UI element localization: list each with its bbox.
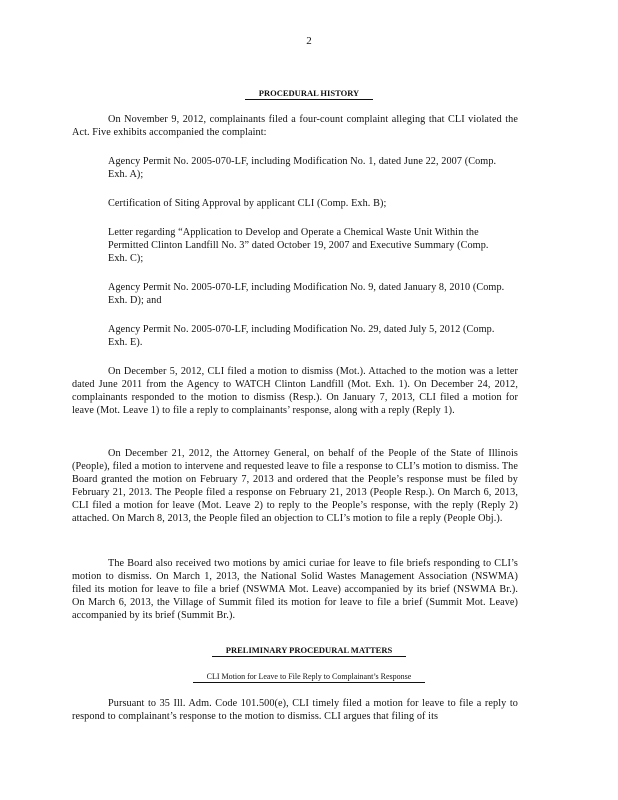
cli-motion-subheading-text: CLI Motion for Leave to File Reply to Complainant’s Response [193,672,426,683]
paragraph-amici-curiae: The Board also received two motions by amici curiae for leave to file briefs responding to CLI’s motion to dismiss. On March 1, 2013, the National Solid Wastes Management Association (NSWMA) filed its motion for leave to file a brief (NSWMA Mot. Leave) accompanied by its brief (NSWMA Br.). On March 6, 2013, the Village of Summit filed its motion for leave to file a brief (Summit Mot. Leave) accompanied by its brief (Summit Br.). [72,558,518,621]
paragraph-pursuant: Pursuant to 35 Ill. Adm. Code 101.500(e), CLI timely filed a motion for leave to file a reply to respond to complainant’s response to the motion to dismiss. CLI argues that filing of its [72,698,518,722]
procedural-history-heading-text: PROCEDURAL HISTORY [245,88,373,100]
preliminary-heading-text: PRELIMINARY PROCEDURAL MATTERS [212,645,406,657]
section-heading-preliminary [0,645,618,655]
subheading-cli-motion [0,672,618,681]
exhibit-b: Certification of Siting Approval by applicant CLI (Comp. Exh. B); [108,198,387,209]
intro-paragraph: On November 9, 2012, complainants filed a four-count complaint alleging that CLI violated the Act. Five exhibits accompanied the complaint: [72,114,518,138]
exhibit-d: Agency Permit No. 2005-070-LF, including Modification No. 9, dated January 8, 2010 (Comp. Exh. D); and [108,282,505,306]
page-number: 2 [306,35,312,47]
paragraph-december-motion: On December 5, 2012, CLI filed a motion to dismiss (Mot.). Attached to the motion was a letter dated June 2011 from the Agency to WATCH Clinton Landfill (Mot. Exh. 1). On December 24, 2012, complainants responded to the motion to dismiss (Resp.). On January 7, 2013, CLI filed a motion for leave (Mot. Leave 1) to file a reply to complainants’ response, along with a reply (Reply 1). [72,366,518,416]
exhibit-a: Agency Permit No. 2005-070-LF, including Modification No. 1, dated June 22, 2007 (Comp. Exh. A); [108,156,497,180]
section-heading-procedural-history [0,88,618,98]
exhibit-e: Agency Permit No. 2005-070-LF, including Modification No. 29, dated July 5, 2012 (Comp. Exh. E). [108,324,495,348]
exhibit-c: Letter regarding “Application to Develop and Operate a Chemical Waste Unit Within the Permitted Clinton Landfill No. 3” dated October 19, 2007 and Executive Summary (Comp. Exh. C); [108,227,489,264]
paragraph-attorney-general: On December 21, 2012, the Attorney General, on behalf of the People of the State of Illinois (People), filed a motion to intervene and requested leave to file a response to CLI’s motion to dismiss. The Board granted the motion on February 7, 2013 and ordered that the People’s response must be filed by February 21, 2013. The People filed a response on February 21, 2013 (People Resp.). On March 6, 2013, CLI filed a motion for leave (Mot. Leave 2) to reply to the People’s response, with the reply (Reply 2) attached. On March 8, 2013, the People filed an objection to CLI’s motion to file a reply (People Obj.). [72,448,518,524]
